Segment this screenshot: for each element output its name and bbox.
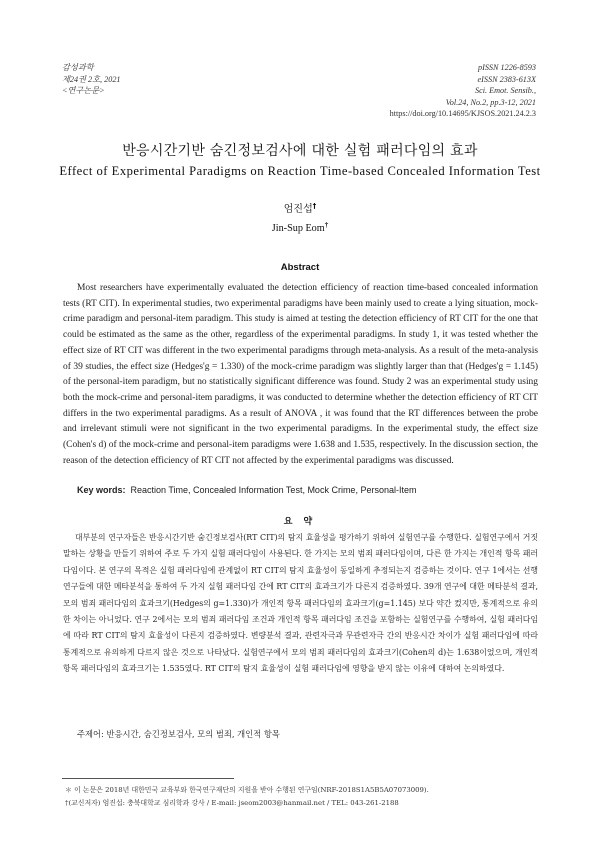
keywords bbox=[77, 485, 547, 495]
footnote-divider bbox=[62, 778, 234, 779]
abstract-body: Most researchers have experimentally evaluated the detection efficiency of reaction time-based concealed information tests (RT CIT). In experimental studies, two experimental paradigms have been mainly used to create a lying situation, mock-crime paradigm and personal-item paradigm. This study is aimed at testing the detection efficiency of RT CIT for the one that could be estimated as the same as the other, regardless of the experimental paradigms. In study 1, it was tested whether the effect size of RT CIT was different in the two experimental paradigms through meta-analysis. As a result of the meta-analysis of 39 studies, the effect size (Hedges'g = 1.330) of the mock-crime paradigm was slightly larger than that (Hedges'g = 1.145) of the personal-item paradigm, but no statistically significant difference was found. Study 2 was an experimental study using both the mock-crime and personal-item paradigms, it was conducted to determine whether the detection efficiency of RT CIT differs in the two experimental paradigms. As a result of ANOVA , it was found that the RT differences between the probe and irrelevant stimuli were not significant in the two experimental paradigms. In the experimental study, the effect size (Cohen's d) of the mock-crime and personal-item paradigms were 1.638 and 1.535, respectively. In the discussion section, the reason of the detection efficiency of RT CIT not affected by the experimental paradigms was discussed. bbox=[63, 283, 538, 466]
title-korean: 반응시간기반 숨긴정보검사에 대한 실험 패러다임의 효과 bbox=[122, 143, 478, 159]
keywords-label: Key words: bbox=[77, 485, 126, 495]
korean-abstract-body: 대부분의 연구자들은 반응시간기반 숨긴정보검사(RT CIT)의 탐지 효율성을 평가하기 위하여 실험연구를 수행한다. 실험연구에서 거짓말하는 상황을 만들기 위하여 주로 두 가지 실험 패러다임이 사용된다. 한 가지는 모의 범죄 패러다임이며, 다른 한 가지는 개인적 항목 패러다임이다. 본 연구의 목적은 실험 패러다임에 관계없이 RT CIT의 탐지 효율성이 동일하게 추정되는지 검증하는 것이다. 연구 1에서는 선행 연구들에 대한 메타분석을 통하여 두 가지 실험 패러다임 간에 RT CIT의 효과크기가 다른지 검증하였다. 39개 연구에 대한 메타분석 결과, 모의 범죄 패러다임의 효과크기(Hedges의 g=1.330)가 개인적 항목 패러다임의 효과크기(g=1.145) 보다 약간 컸지만, 통계적으로 유의한 차이는 아니었다. 연구 2에서는 모의 범죄 패러다임 조건과 개인적 항목 패러다임 조건을 포함하는 실험연구를 수행하여, 실험 패러다임에 따라 RT CIT의 탐지 효율성이 다른지 검증하였다. 변량분석 결과, 관련자극과 무관련자극 간의 반응시간 차이가 실험 패러다임에 따라 통계적으로 유의하게 다르지 않은 것으로 나타났다. 실험연구에서 모의 범죄 패러다임의 효과크기(Cohen의 d)는 1.638이었으며, 개인적 항목 패러다임의 효과크기는 1.535였다. RT CIT의 탐지 효율성이 실험 패러다임에 영향을 받지 않는 이유에 대하여 논의하였다. bbox=[63, 533, 538, 674]
funding-footnote: ＊ 이 논문은 2018년 대한민국 교육부와 한국연구재단의 지원을 받아 수행된 연구임(NRF-2018S1A5B5A07073009). bbox=[65, 786, 429, 794]
eissn: eISSN 2383-613X bbox=[477, 74, 536, 84]
author-name-ko: 엄진섭 bbox=[283, 204, 313, 215]
corresponding-mark-en: † bbox=[324, 221, 329, 229]
doi-link[interactable]: https://doi.org/10.14695/KJSOS.2021.24.2.3 bbox=[389, 109, 536, 118]
pissn: pISSN 1226-8593 bbox=[478, 63, 536, 72]
korean-keywords: 주제어: 반응시간, 숨긴정보검사, 모의 범죄, 개인적 항목 bbox=[77, 729, 280, 739]
article-type: <연구논문> bbox=[62, 86, 105, 95]
korean-abstract-heading: 요 약 bbox=[283, 517, 317, 527]
journal-name-en: Sci. Emot. Sensib., bbox=[475, 86, 536, 95]
journal-header-left bbox=[62, 62, 121, 97]
corresponding-mark: † bbox=[312, 202, 317, 210]
author-korean bbox=[0, 200, 600, 215]
journal-name-ko: 감성과학 bbox=[62, 63, 94, 72]
abstract-heading: Abstract bbox=[280, 262, 320, 273]
title-english: Effect of Experimental Paradigms on Reaction Time-based Concealed Information Test bbox=[59, 164, 541, 178]
volume-issue-ko: 제24권 2호, 2021 bbox=[62, 74, 121, 84]
volume-pages: Vol.24, No.2, pp.3-12, 2021 bbox=[445, 97, 536, 107]
journal-header-right bbox=[390, 62, 536, 120]
corresponding-author-footnote: †(교신저자) 엄진섭: 충북대학교 심리학과 강사 / E-mail: jseom2003@hanmail.net / TEL: 043-261-2188 bbox=[65, 799, 399, 807]
keywords-text: Reaction Time, Concealed Information Test, Mock Crime, Personal-Item bbox=[130, 485, 417, 495]
author-name-en: Jin-Sup Eom bbox=[271, 223, 325, 234]
author-english bbox=[0, 221, 600, 234]
